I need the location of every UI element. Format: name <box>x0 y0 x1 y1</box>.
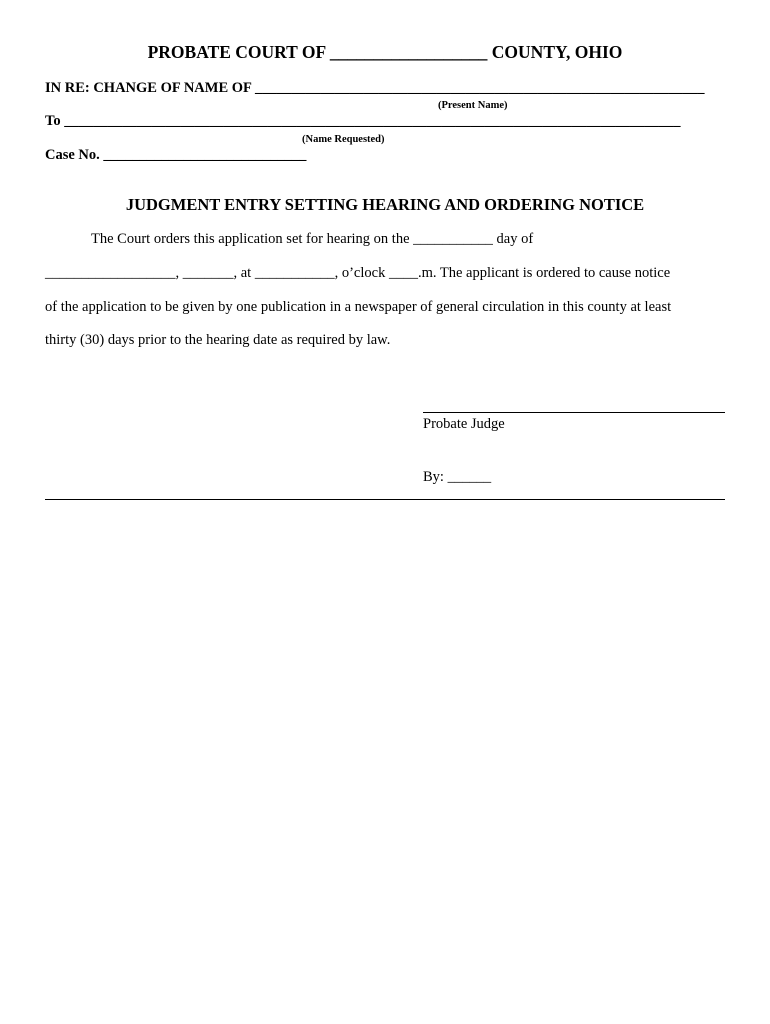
present-name-caption: (Present Name) <box>438 100 508 111</box>
name-requested-caption: (Name Requested) <box>302 134 385 145</box>
case-number-line: Case No. ____________________________ <box>45 147 307 163</box>
court-title: PROBATE COURT OF __________________ COUNTY, OHIO <box>147 42 623 62</box>
entry-line-1: The Court orders this application set for hearing on the ___________ day of <box>91 231 534 247</box>
entry-line-4: thirty (30) days prior to the hearing date as required by law. <box>45 332 391 348</box>
signature-line <box>423 412 725 413</box>
probate-judge-label: Probate Judge <box>423 416 505 432</box>
entry-line-3: of the application to be given by one publication in a newspaper of general circulation in this county at least <box>45 299 672 315</box>
to-line: To _____________________________________________________________________________________ <box>45 113 681 129</box>
in-re-line: IN RE: CHANGE OF NAME OF ______________________________________________________________ <box>45 80 705 96</box>
bottom-divider <box>45 499 725 500</box>
entry-line-2: __________________, _______, at ___________, o’clock ____.m. The applicant is ordered to cause notice <box>45 265 671 281</box>
entry-heading: JUDGMENT ENTRY SETTING HEARING AND ORDERING NOTICE <box>125 195 645 214</box>
by-line: By: ______ <box>423 469 492 485</box>
